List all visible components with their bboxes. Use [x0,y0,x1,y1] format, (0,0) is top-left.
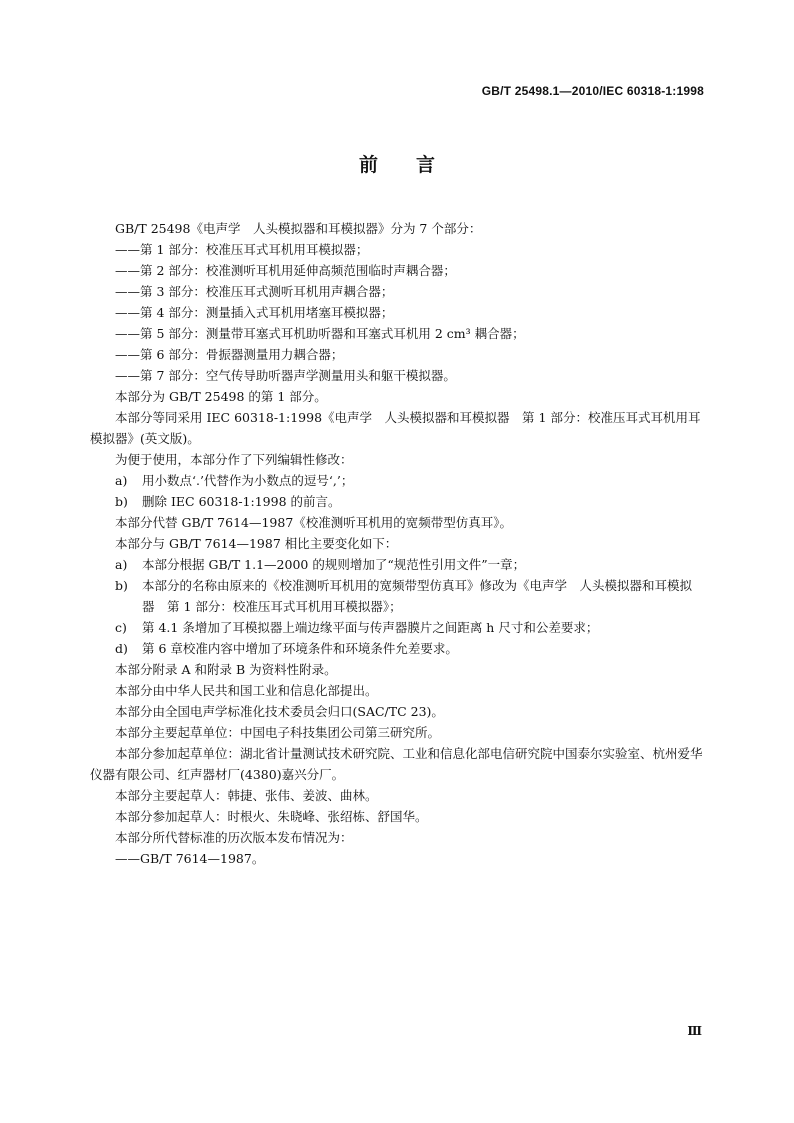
part-list-entry: ——第 5 部分：测量带耳塞式耳机助听器和耳塞式耳机用 2 cm³ 耦合器； [115,326,525,341]
paragraph: 本部分代替 GB/T 7614—1987《校准测听耳机用的宽频带型仿真耳》。 [115,515,513,530]
paragraph: 本部分附录 A 和附录 B 为资料性附录。 [115,662,337,677]
standard-code-header: GB/T 25498.1—2010/IEC 60318-1:1998 [481,84,704,98]
foreword-body [90,218,704,869]
list-item-label: a) [115,473,128,488]
list-item-label: d) [115,641,128,656]
paragraph: 本部分参加起草单位：湖北省计量测试技术研究院、工业和信息化部电信研究院中国泰尔实验室、杭州爱华仪器有限公司、红声器材厂(4380)嘉兴分厂。 [90,746,703,782]
paragraph: 本部分参加起草人：时根火、朱晓峰、张绍栋、舒国华。 [115,809,428,824]
part-list-entry: ——第 7 部分：空气传导助听器声学测量用头和躯干模拟器。 [115,368,456,383]
part-list-entry: ——第 3 部分：校准压耳式测听耳机用声耦合器； [115,284,394,299]
list-item [90,491,704,512]
paragraph: 本部分与 GB/T 7614—1987 相比主要变化如下： [115,536,398,551]
list-item-text: 删除 IEC 60318-1:1998 的前言。 [142,494,341,509]
part-list-entry: ——第 1 部分：校准压耳式耳机用耳模拟器； [115,242,369,257]
paragraph: 本部分主要起草单位：中国电子科技集团公司第三研究所。 [115,725,441,740]
list-item-text: 第 4.1 条增加了耳模拟器上端边缘平面与传声器膜片之间距离 h 尺寸和公差要求； [142,620,599,635]
part-list-entry: ——GB/T 7614—1987。 [115,851,265,866]
list-item-label: b) [115,494,128,509]
list-item [90,638,704,659]
part-list-entry: ——第 4 部分：测量插入式耳机用堵塞耳模拟器； [115,305,394,320]
paragraph: 本部分由全国电声学标准化技术委员会归口(SAC/TC 23)。 [115,704,444,719]
paragraph: GB/T 25498《电声学 人头模拟器和耳模拟器》分为 7 个部分： [115,221,482,236]
paragraph: 本部分为 GB/T 25498 的第 1 部分。 [115,389,327,404]
list-item [90,554,704,575]
paragraph: 本部分等同采用 IEC 60318-1:1998《电声学 人头模拟器和耳模拟器 第 1 部分：校准压耳式耳机用耳模拟器》(英文版)。 [90,410,701,446]
list-item-text: 第 6 章校准内容中增加了环境条件和环境条件允差要求。 [142,641,458,656]
list-item-label: c) [115,620,127,635]
page-title: 前言 [358,154,473,176]
list-item-text: 本部分的名称由原来的《校准测听耳机用的宽频带型仿真耳》修改为《电声学 人头模拟器和耳模拟器 第 1 部分：校准压耳式耳机用耳模拟器》； [142,578,693,614]
list-item [90,470,704,491]
paragraph: 为便于使用，本部分作了下列编辑性修改： [115,452,353,467]
page-number: Ⅲ [687,1024,702,1038]
list-item [90,575,704,617]
list-item [90,617,704,638]
list-item-label: a) [115,557,128,572]
part-list-entry: ——第 2 部分：校准测听耳机用延伸高频范围临时声耦合器； [115,263,456,278]
paragraph: 本部分主要起草人：韩捷、张伟、姜波、曲林。 [115,788,378,803]
list-item-label: b) [115,578,128,593]
list-item-text: 本部分根据 GB/T 1.1—2000 的规则增加了“规范性引用文件”一章； [142,557,526,572]
part-list-entry: ——第 6 部分：骨振器测量用力耦合器； [115,347,344,362]
list-item-text: 用小数点‘.’代替作为小数点的逗号‘,’； [142,473,354,488]
paragraph: 本部分由中华人民共和国工业和信息化部提出。 [115,683,378,698]
paragraph: 本部分所代替标准的历次版本发布情况为： [115,830,353,845]
